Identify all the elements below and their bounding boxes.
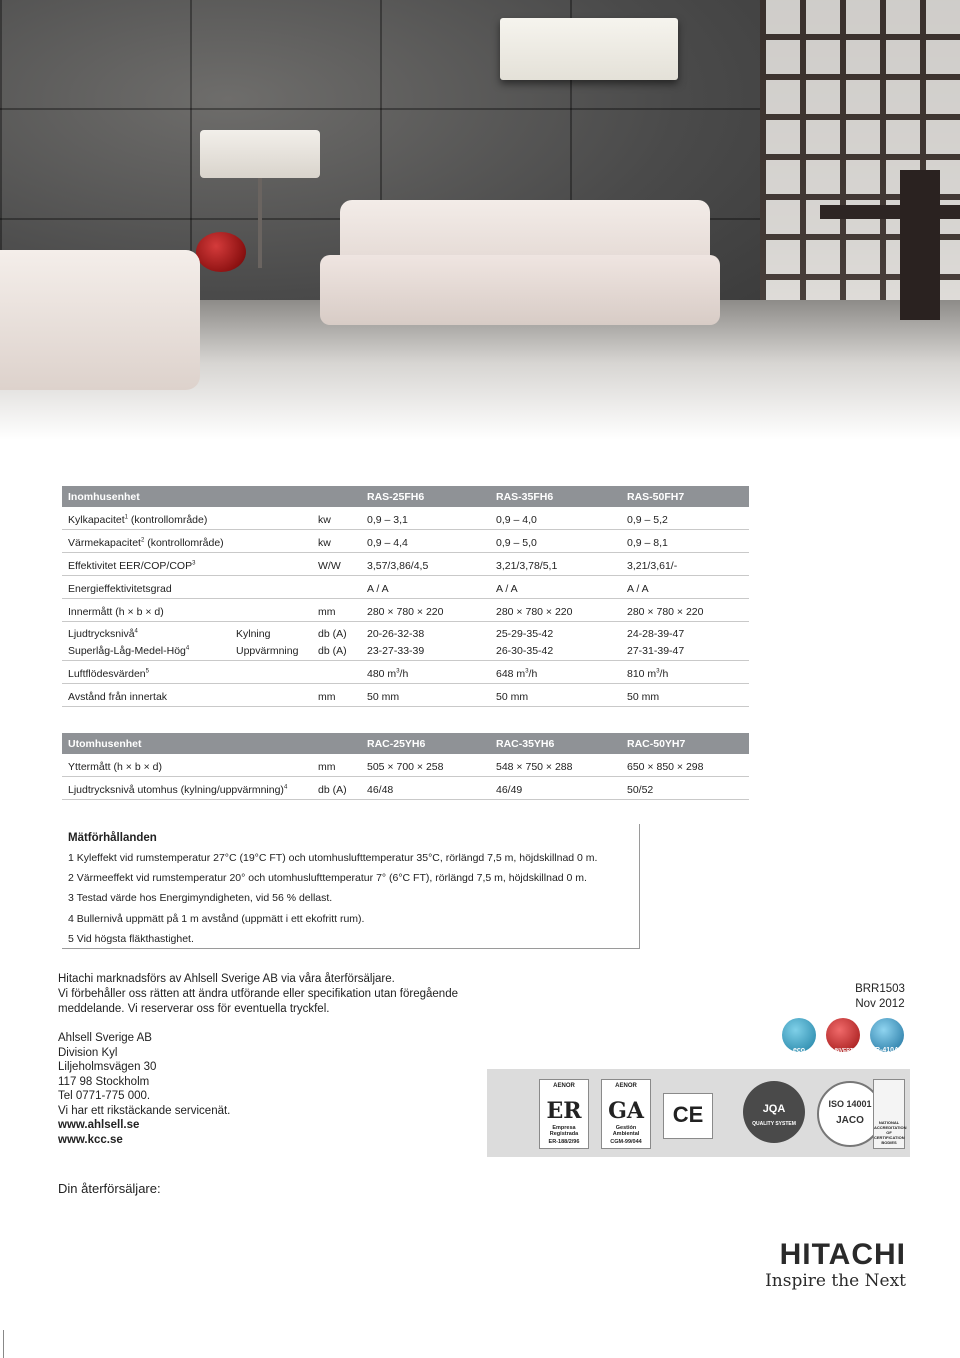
- distributor-line: Vi förbehåller oss rätten att ändra utförande eller specifikation utan föregående: [58, 988, 458, 1000]
- indoor-model-1: RAS-25FH6: [367, 491, 425, 503]
- row-value-3: 0,9 – 8,1: [627, 537, 668, 549]
- distance-row: [62, 684, 749, 707]
- hitachi-logo: [736, 1240, 906, 1292]
- air-conditioner-unit: [500, 18, 678, 80]
- distance-value-1: 50 mm: [367, 691, 400, 703]
- noise-value-2a: 25-29-35-42: [496, 628, 554, 640]
- noise-value-1a: 20-26-32-38: [367, 628, 425, 640]
- iso-14001-icon: ISO 14001 JACO: [817, 1081, 883, 1147]
- row-unit: db (A): [318, 784, 347, 796]
- address-line: Liljeholmsvägen 30: [58, 1061, 157, 1073]
- national-accreditation-icon: NATIONAL ACCREDITATION OF CERTIFICATION BODIES: [873, 1079, 905, 1149]
- table-row: [62, 599, 749, 622]
- row-value-2: A / A: [496, 583, 518, 595]
- row-value-2: 46/49: [496, 784, 523, 796]
- noise-label-1: Ljudtrycksnivå$^4$: [68, 628, 138, 640]
- row-label: Innermått (h × b × d): [68, 606, 164, 618]
- row-value-1: 0,9 – 4,4: [367, 537, 408, 549]
- noise-sub-heating: Uppvärmning: [236, 645, 299, 657]
- noise-label-2: Superlåg-Låg-Medel-Hög$^4$: [68, 645, 190, 657]
- aenor-ga-icon: AENOR GA Gestión Ambiental CGM-99/044: [601, 1079, 651, 1149]
- address-line: Tel 0771-775 000.: [58, 1090, 151, 1102]
- condition-item: 5 Vid högsta fläkthastighet.: [68, 933, 194, 945]
- reseller-label: Din återförsäljare:: [58, 1181, 161, 1196]
- row-unit: W/W: [318, 560, 341, 572]
- noise-value-1b: 23-27-33-39: [367, 645, 425, 657]
- noise-value-3a: 24-28-39-47: [627, 628, 685, 640]
- hero-photo: [0, 0, 960, 440]
- condition-item: 3 Testad värde hos Energimyndigheten, vid 56 % dellast.: [68, 892, 333, 904]
- ce-mark-icon: CE: [663, 1093, 713, 1139]
- row-value-1: 505 × 700 × 258: [367, 761, 444, 773]
- table-row: [62, 576, 749, 599]
- address-line: Vi har ett rikstäckande servicenät.: [58, 1104, 231, 1117]
- airflow-value-2: 648 $m^3/h$: [496, 668, 538, 680]
- noise-unit-2: db (A): [318, 645, 347, 657]
- outdoor-model-3: RAC-50YH7: [627, 738, 686, 750]
- red-vase: [196, 232, 246, 272]
- table-row: [62, 777, 749, 800]
- row-label: Kylkapacitet$^1$ (kontrollområde): [68, 514, 208, 526]
- row-label: Ljudtrycksnivå utomhus (kylning/uppvärmning)$^4$: [68, 784, 288, 796]
- address-line: 117 98 Stockholm: [58, 1075, 150, 1088]
- row-value-3: 3,21/3,61/-: [627, 560, 678, 572]
- row-unit: mm: [318, 761, 336, 773]
- row-value-3: 280 × 780 × 220: [627, 606, 704, 618]
- row-label: Yttermått (h × b × d): [68, 761, 162, 773]
- row-unit: mm: [318, 606, 336, 618]
- condition-item: 4 Bullernivå uppmätt på 1 m avstånd (uppmätt i ett ekofritt rum).: [68, 913, 365, 925]
- document-reference: [820, 982, 940, 1012]
- airflow-row: [62, 661, 749, 684]
- noise-value-2b: 26-30-35-42: [496, 645, 554, 657]
- dining-chair: [900, 170, 940, 320]
- airflow-value-1: 480 $m^3/h$: [367, 668, 409, 680]
- row-value-1: 0,9 – 3,1: [367, 514, 408, 526]
- indoor-model-3: RAS-50FH7: [627, 491, 685, 503]
- distributor-note: [58, 972, 478, 1017]
- document-code: BRR1503: [855, 983, 905, 995]
- sofa-seat: [320, 255, 720, 325]
- distributor-line: meddelande. Vi reserverar oss för eventuella tryckfel.: [58, 1003, 330, 1015]
- indoor-model-2: RAS-35FH6: [496, 491, 554, 503]
- row-value-1: 280 × 780 × 220: [367, 606, 444, 618]
- airflow-value-3: 810 $m^3/h$: [627, 668, 669, 680]
- outdoor-model-2: RAC-35YH6: [496, 738, 555, 750]
- address-line: Ahlsell Sverige AB: [58, 1032, 152, 1044]
- row-value-1: 46/48: [367, 784, 394, 796]
- row-value-2: 0,9 – 4,0: [496, 514, 537, 526]
- conditions-box: [62, 824, 640, 949]
- row-label: Energieffektivitetsgrad: [68, 583, 172, 595]
- noise-unit-1: db (A): [318, 628, 347, 640]
- row-value-2: 280 × 780 × 220: [496, 606, 573, 618]
- table-row: [62, 530, 749, 553]
- company-address: [58, 1031, 230, 1147]
- condition-item: 1 Kyleffekt vid rumstemperatur 27°C (19°C FT) och utomhuslufttemperatur 35°C, rörlängd 7,5 m, höjdskillnad 0 m.: [68, 852, 598, 864]
- certification-strip: [487, 1069, 910, 1157]
- row-value-3: 0,9 – 5,2: [627, 514, 668, 526]
- website-link-ahlsell[interactable]: www.ahlsell.se: [58, 1119, 140, 1131]
- website-link-kcc[interactable]: www.kcc.se: [58, 1133, 123, 1146]
- row-label: Effektivitet EER/COP/COP$^3$: [68, 560, 196, 572]
- row-unit: kw: [318, 514, 331, 526]
- lamp-pole: [258, 178, 262, 268]
- outdoor-header-row: [62, 733, 749, 754]
- address-line: Division Kyl: [58, 1046, 118, 1059]
- edge-line: [3, 1330, 4, 1358]
- row-value-2: 0,9 – 5,0: [496, 537, 537, 549]
- distance-value-3: 50 mm: [627, 691, 660, 703]
- table-row: [62, 754, 749, 777]
- brand-tagline: Inspire the Next: [765, 1271, 906, 1291]
- noise-row: [62, 622, 749, 661]
- eco-icon: eco: [782, 1018, 816, 1052]
- distance-unit: mm: [318, 691, 336, 703]
- r410a-icon: R-410A: [870, 1018, 904, 1052]
- document-date: Nov 2012: [855, 998, 905, 1010]
- row-unit: kw: [318, 537, 331, 549]
- row-value-1: A / A: [367, 583, 389, 595]
- brand-name: HITACHI: [779, 1238, 906, 1271]
- outdoor-header-label: Utomhusenhet: [68, 738, 142, 750]
- indoor-spec-table: [62, 486, 749, 707]
- indoor-header-row: [62, 486, 749, 507]
- jqa-seal-icon: JQA QUALITY SYSTEM: [743, 1081, 805, 1143]
- distributor-line: Hitachi marknadsförs av Ahlsell Sverige AB via våra återförsäljare.: [58, 973, 395, 985]
- row-value-3: 650 × 850 × 298: [627, 761, 704, 773]
- lamp-shade: [200, 130, 320, 178]
- noise-sub-cooling: Kylning: [236, 628, 271, 640]
- conditions-title: Mätförhållanden: [68, 832, 157, 844]
- row-label: Värmekapacitet$^2$ (kontrollområde): [68, 537, 224, 549]
- indoor-header-label: Inomhusenhet: [68, 491, 140, 503]
- outdoor-spec-table: [62, 733, 749, 800]
- armchair: [0, 250, 200, 390]
- feature-badges: [780, 1018, 910, 1058]
- table-row: [62, 507, 749, 530]
- row-value-2: 548 × 750 × 288: [496, 761, 573, 773]
- distance-label: Avstånd från innertak: [68, 691, 168, 703]
- table-row: [62, 553, 749, 576]
- distance-value-2: 50 mm: [496, 691, 529, 703]
- condition-item: 2 Värmeeffekt vid rumstemperatur 20° och utomhuslufttemperatur 7° (6°C FT), rörlängd 7,5 m, höjdskillnad 0 m.: [68, 872, 587, 884]
- airflow-label: Luftflödesvärden$^5$: [68, 668, 149, 680]
- outdoor-model-1: RAC-25YH6: [367, 738, 426, 750]
- dc-inverter-icon: DC INVERTER: [826, 1018, 860, 1052]
- noise-value-3b: 27-31-39-47: [627, 645, 685, 657]
- row-value-1: 3,57/3,86/4,5: [367, 560, 429, 572]
- row-value-2: 3,21/3,78/5,1: [496, 560, 558, 572]
- row-value-3: A / A: [627, 583, 649, 595]
- row-value-3: 50/52: [627, 784, 654, 796]
- aenor-er-icon: AENOR ER Empresa Registrada ER-188/2/96: [539, 1079, 589, 1149]
